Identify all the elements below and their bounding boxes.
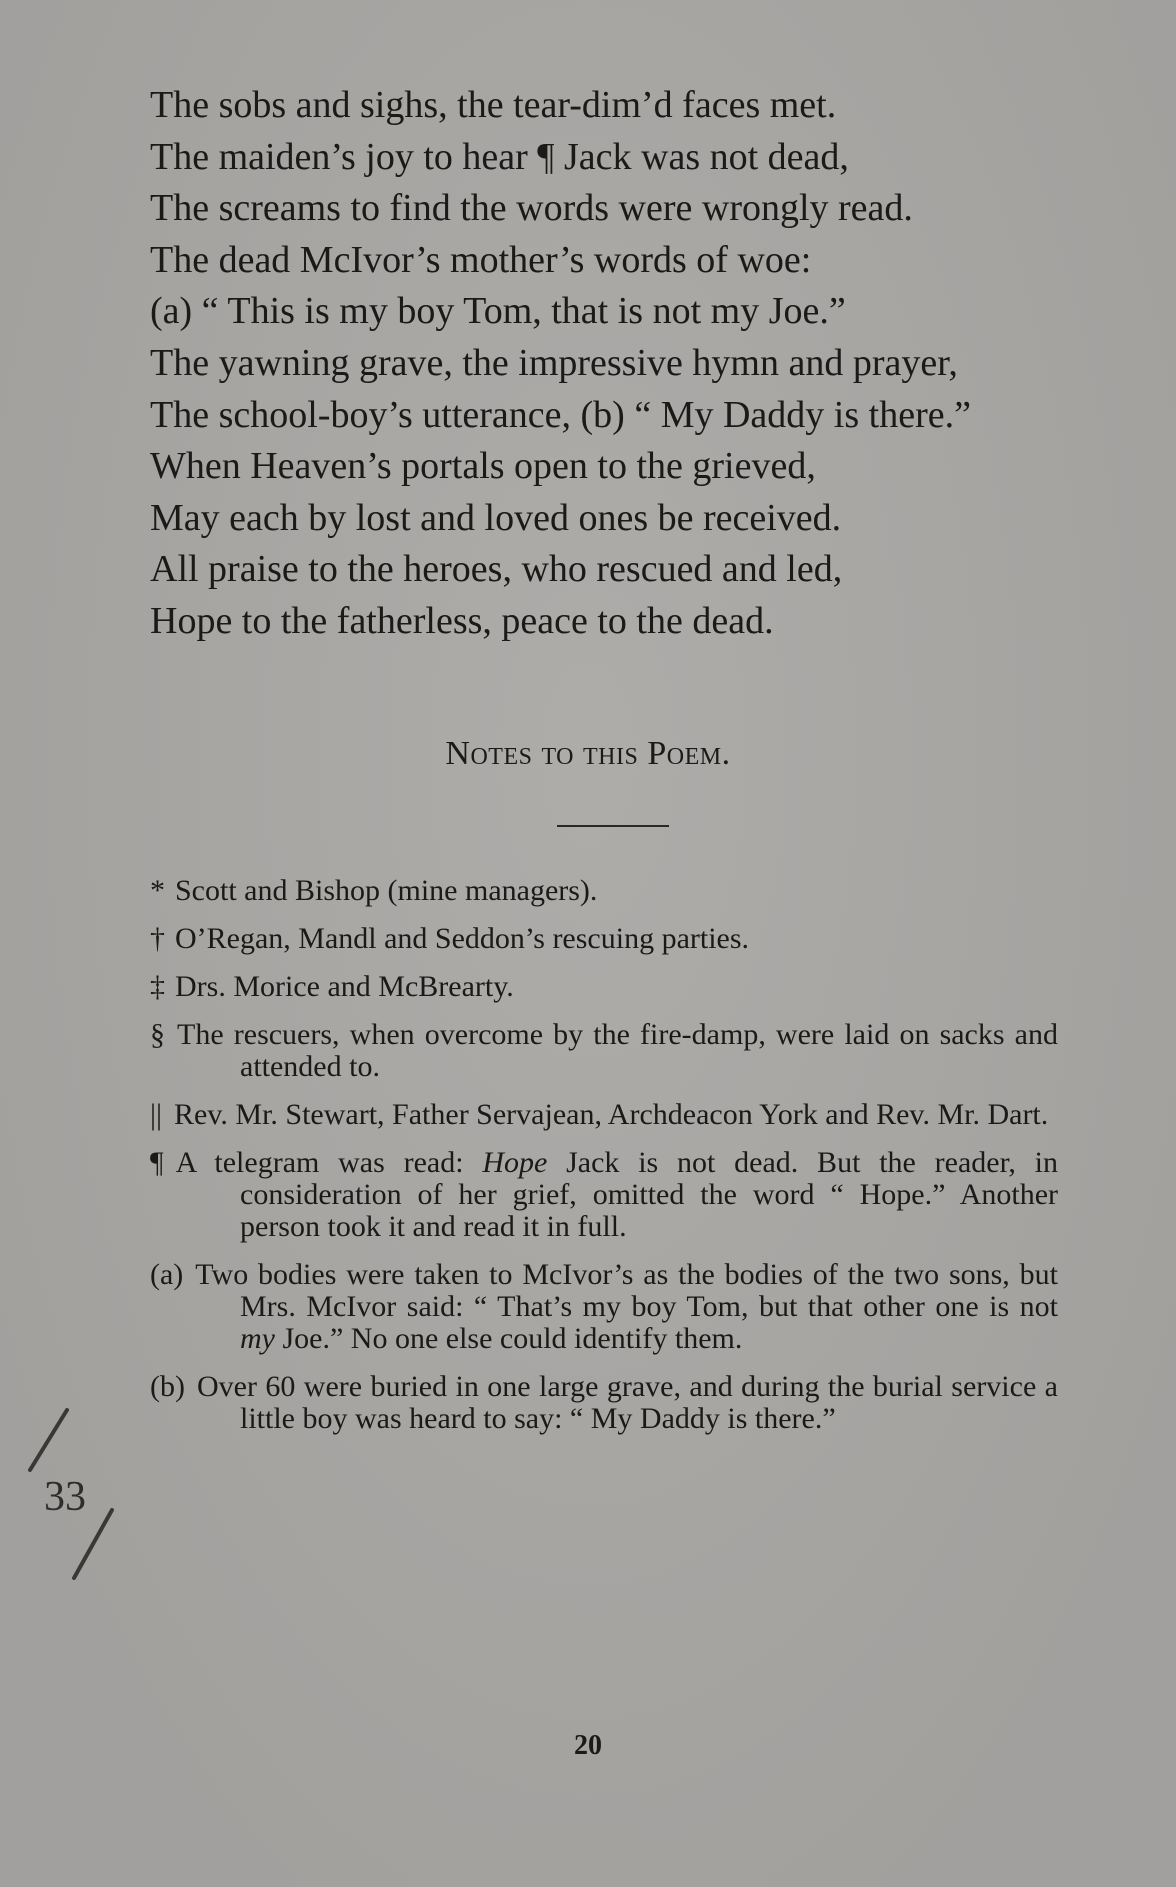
note-text-after: Jack is not dead. But the reader, in consideration of her grief, omitted the word “ Hope.” Another person took it and read it in full. xyxy=(240,1146,1058,1243)
note-item xyxy=(150,1099,1058,1131)
note-marker: ‡ xyxy=(150,970,165,1003)
note-text-italic: my xyxy=(240,1322,275,1355)
poem-line: The dead McIvor’s mother’s words of woe: xyxy=(150,238,812,281)
poem-line: All praise to the heroes, who rescued and led, xyxy=(150,548,843,591)
handwritten-number: 33 xyxy=(44,1474,86,1520)
note-text-before: A telegram was read: xyxy=(175,1146,483,1179)
poem-line: The screams to find the words were wrongly read. xyxy=(150,187,913,230)
note-item xyxy=(150,923,1058,955)
note-marker: || xyxy=(150,1098,163,1131)
note-item xyxy=(150,875,1058,907)
note-marker: ¶ xyxy=(150,1146,164,1179)
note-text-before: Two bodies were taken to McIvor’s as the bodies of the two sons, but Mrs. McIvor said: “ That’s my boy Tom, but that other one is not xyxy=(195,1258,1058,1323)
poem-line: The yawning grave, the impressive hymn and prayer, xyxy=(150,341,958,384)
note-text-after: Joe.” No one else could identify them. xyxy=(274,1322,743,1355)
note-item xyxy=(150,1019,1058,1083)
note-text: O’Regan, Mandl and Seddon’s rescuing parties. xyxy=(175,922,750,955)
note-item xyxy=(150,1371,1058,1435)
note-text: Scott and Bishop (mine managers). xyxy=(175,874,598,907)
notes-list xyxy=(150,875,1058,1451)
poem-line: Hope to the fatherless, peace to the dead. xyxy=(150,599,774,642)
note-item xyxy=(150,1147,1058,1243)
page-number: 20 xyxy=(574,1730,602,1761)
heading-divider xyxy=(557,825,669,827)
note-marker: (b) xyxy=(150,1370,185,1403)
note-marker: † xyxy=(150,922,165,955)
poem-line: May each by lost and loved ones be received. xyxy=(150,496,842,539)
poem-line: (a) “ This is my boy Tom, that is not my Joe.” xyxy=(150,290,846,333)
poem-line: When Heaven’s portals open to the grieved, xyxy=(150,445,816,488)
note-text-italic: Hope xyxy=(482,1146,548,1179)
note-marker: * xyxy=(150,874,165,907)
poem-line: The maiden’s joy to hear ¶ Jack was not dead, xyxy=(150,135,849,178)
note-item xyxy=(150,1259,1058,1355)
poem-stanza xyxy=(150,80,1070,648)
note-item xyxy=(150,971,1058,1003)
note-marker: (a) xyxy=(150,1258,184,1291)
note-text: Over 60 were buried in one large grave, and during the burial service a little boy was heard to say: “ My Daddy is there.” xyxy=(196,1370,1058,1435)
note-text: Drs. Morice and McBrearty. xyxy=(175,970,514,1003)
notes-heading: Notes to this Poem. xyxy=(445,735,731,772)
handwritten-annotation-icon xyxy=(22,1400,122,1580)
note-text: Rev. Mr. Stewart, Father Servajean, Archdeacon York and Rev. Mr. Dart. xyxy=(174,1098,1049,1131)
poem-line: The sobs and sighs, the tear-dim’d faces met. xyxy=(150,84,837,126)
poem-line: The school-boy’s utterance, (b) “ My Daddy is there.” xyxy=(150,393,971,436)
note-marker: § xyxy=(150,1018,165,1051)
note-text: The rescuers, when overcome by the fire-damp, were laid on sacks and attended to. xyxy=(177,1018,1058,1083)
